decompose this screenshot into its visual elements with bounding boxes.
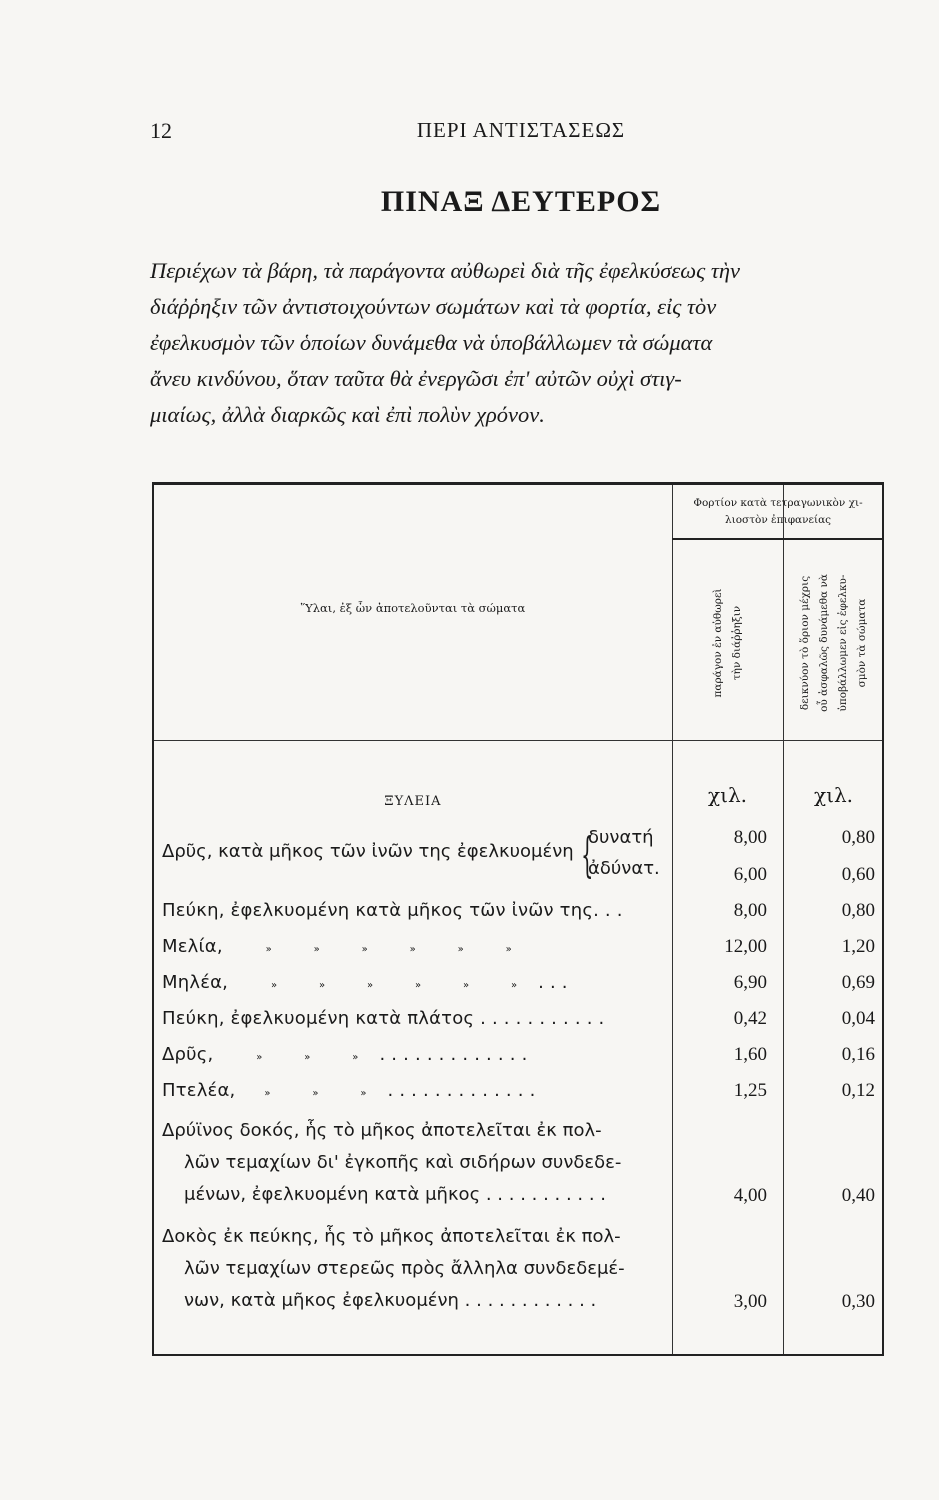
breaking-load-header-line: τὴν διάῤῥηξιν <box>730 605 743 681</box>
safe-load-header-line: ὑποβάλλωμεν εἰς ἐφελκυ- <box>836 574 849 712</box>
ditto-mark: » <box>361 944 368 955</box>
header-subdivider <box>672 538 882 540</box>
row-label-line: λῶν τεμαχίων στερεῶς πρὸς ἄλληλα συνδεδεμέ- <box>184 1258 625 1279</box>
table-title: ΠΙΝΑΞ ΔΕΥΤΕΡΟΣ <box>380 185 662 218</box>
ditto-mark: » <box>457 944 464 955</box>
row-label-line: νων, κατὰ μῆκος ἐφελκυομένη . . . . . . . . . . . . <box>184 1290 597 1311</box>
safe-load-value: 0,80 <box>841 827 875 848</box>
breaking-load-value: 8,00 <box>733 900 767 921</box>
row-label-group <box>162 1044 528 1065</box>
breaking-load-value: 0,42 <box>733 1008 767 1029</box>
ditto-mark: » <box>462 980 470 991</box>
ditto-mark: » <box>265 944 272 955</box>
header-divider <box>154 740 882 741</box>
row-label-line: λῶν τεμαχίων δι' ἐγκοπῆς καὶ σιδήρων συνδεδε- <box>184 1152 622 1173</box>
breaking-load-value: 1,25 <box>733 1080 767 1101</box>
intro-line: διάῤῥηξιν τῶν ἀντιστοιχούντων σωμάτων καὶ τὰ φορτία, εἰς τὸν <box>150 294 717 319</box>
load-group-header <box>672 495 884 529</box>
row-label: Μελία, <box>162 936 223 957</box>
row-label-group <box>162 936 533 957</box>
safe-load-value: 1,20 <box>841 936 875 957</box>
running-head <box>150 118 892 148</box>
intro-paragraph <box>150 253 892 433</box>
row-label-group <box>162 1080 536 1101</box>
unit-label: χιλ. <box>814 783 853 807</box>
ditto-mark: » <box>414 980 422 991</box>
table-row <box>154 1008 884 1040</box>
safe-load-value: 0,12 <box>841 1080 875 1101</box>
table-row <box>154 1185 884 1217</box>
brace-glyph: { <box>581 827 594 883</box>
leader-dots: . . . . . . . . . . . . . <box>379 1044 528 1065</box>
intro-line: ἐφελκυσμὸν τῶν ὁποίων δυνάμεθα νὰ ὑποβάλλωμεν τὰ σώματα <box>150 330 713 355</box>
breaking-load-header-line: παράγον ἐν αὐθωρεὶ <box>711 588 724 698</box>
safe-load-header <box>783 553 884 733</box>
breaking-load-value: 1,60 <box>733 1044 767 1065</box>
table-row <box>154 972 884 1004</box>
row-label-line: Δοκὸς ἐκ πεύκης, ἧς τὸ μῆκος ἀποτελεῖται ἐκ πολ- <box>162 1226 621 1247</box>
row-label: Δρῦς, <box>162 1044 214 1065</box>
table-row <box>154 1044 884 1076</box>
leader-dots: . . . <box>538 972 568 993</box>
row-label: Μηλέα, <box>162 972 229 993</box>
breaking-load-value: 6,90 <box>733 972 767 993</box>
brace-option: ἀδύνατ. <box>588 858 660 879</box>
load-group-header-line: Φορτίον κατὰ τετραγωνικὸν χι- <box>693 497 863 509</box>
breaking-load-value: 6,00 <box>733 864 767 885</box>
breaking-load-value: 8,00 <box>733 827 767 848</box>
safe-load-value: 0,40 <box>841 1185 875 1206</box>
safe-load-value: 0,16 <box>841 1044 875 1065</box>
table-row <box>154 900 884 932</box>
ditto-mark: » <box>409 944 416 955</box>
load-group-header-line: λιοστὸν ἐπιφανείας <box>724 514 832 526</box>
ditto-mark: » <box>264 1088 271 1099</box>
breaking-load-value: 4,00 <box>733 1185 767 1206</box>
safe-load-value: 0,30 <box>841 1291 875 1312</box>
row-label: Πεύκη, ἐφελκυομένη κατὰ μῆκος τῶν ἰνῶν της. . . <box>162 900 623 921</box>
ditto-mark: » <box>318 980 326 991</box>
safe-load-value: 0,04 <box>841 1008 875 1029</box>
intro-line: μιαίως, ἀλλὰ διαρκῶς καὶ ἐπὶ πολὺν χρόνον. <box>150 402 545 427</box>
page-number: 12 <box>150 118 172 143</box>
row-label-group <box>162 972 568 993</box>
section-title: ΞΥΛΕΙΑ <box>384 794 442 809</box>
unit-label: χιλ. <box>708 783 747 807</box>
ditto-mark: » <box>304 1052 311 1063</box>
brace-option: δυνατή <box>588 827 654 848</box>
ditto-mark: » <box>510 980 518 991</box>
ditto-mark: » <box>366 980 374 991</box>
ditto-mark: » <box>270 980 278 991</box>
ditto-mark: » <box>352 1052 359 1063</box>
safe-load-value: 0,80 <box>841 900 875 921</box>
running-title: ΠΕΡΙ ΑΝΤΙΣΤΑΣΕΩΣ <box>416 118 626 142</box>
intro-line: Περιέχων τὰ βάρη, τὰ παράγοντα αὐθωρεὶ διὰ τῆς ἐφελκύσεως τὴν <box>150 258 741 283</box>
safe-load-value: 0,69 <box>841 972 875 993</box>
table-row <box>154 864 884 896</box>
data-table <box>152 482 884 1356</box>
intro-line: ἄνευ κινδύνου, ὅταν ταῦτα θὰ ἐνεργῶσι ἐπ' αὐτῶν οὐχὶ στιγ- <box>150 366 682 391</box>
ditto-mark: » <box>313 944 320 955</box>
safe-load-header-line: δεικνύον τὸ ὅριον μέχρις <box>798 575 811 711</box>
row-label-line: Δρύϊνος δοκός, ἧς τὸ μῆκος ἀποτελεῖται ἐκ πολ- <box>162 1120 602 1141</box>
table-row <box>154 827 884 859</box>
table-row <box>154 1080 884 1112</box>
breaking-load-value: 12,00 <box>724 936 767 957</box>
materials-column-header: Ὕλαι, ἐξ ὧν ἀποτελοῦνται τὰ σώματα <box>300 601 526 615</box>
safe-load-header-line: οὗ ἀσφαλῶς δυνάμεθα νὰ <box>817 574 830 712</box>
ditto-mark: » <box>360 1088 367 1099</box>
safe-load-header-line: σμὸν τὰ σώματα <box>855 598 868 688</box>
breaking-load-header <box>672 553 783 733</box>
ditto-mark: » <box>312 1088 319 1099</box>
breaking-load-value: 3,00 <box>733 1291 767 1312</box>
table-row <box>154 1291 884 1323</box>
row-label: Πεύκη, ἐφελκυομένη κατὰ πλάτος . . . . . . . . . . . <box>162 1008 605 1029</box>
table-row <box>154 936 884 968</box>
ditto-mark: » <box>256 1052 263 1063</box>
leader-dots: . . . . . . . . . . . . . <box>387 1080 536 1101</box>
row-label: Δρῦς, κατὰ μῆκος τῶν ἰνῶν της ἐφελκυομένη <box>162 841 574 862</box>
ditto-mark: » <box>505 944 512 955</box>
row-label: Πτελέα, <box>162 1080 236 1101</box>
safe-load-value: 0,60 <box>841 864 875 885</box>
row-label-line: μένων, ἐφελκυομένη κατὰ μῆκος . . . . . . . . . . . <box>184 1184 607 1205</box>
